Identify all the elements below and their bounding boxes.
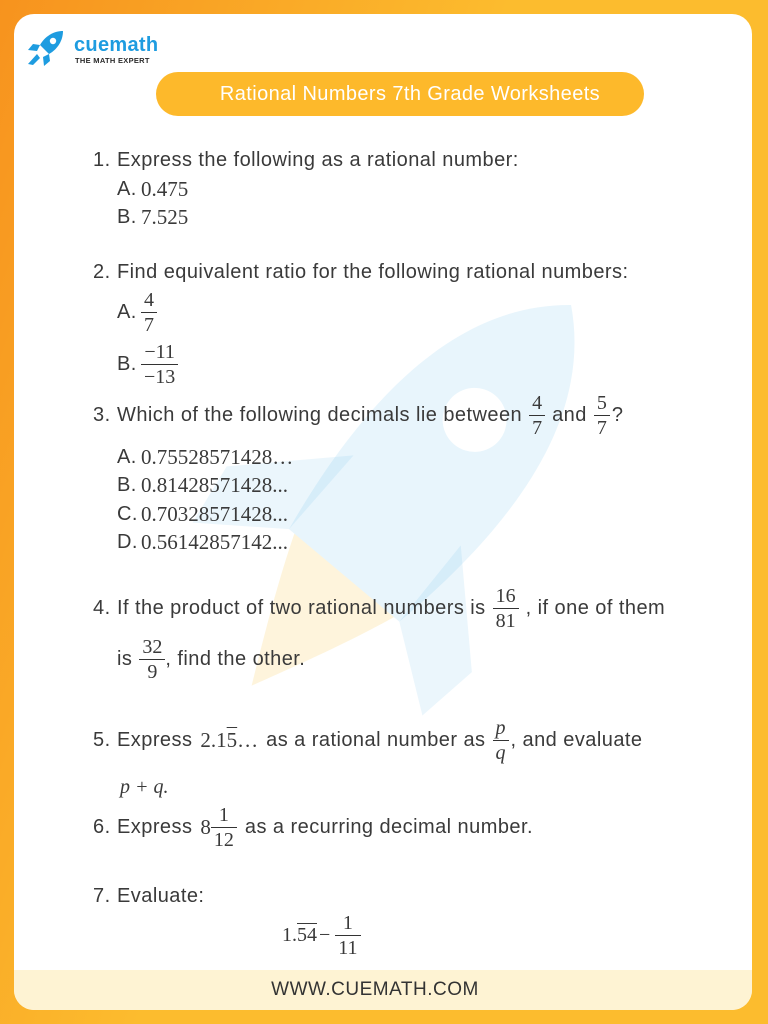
question-number: 4. [93, 597, 111, 619]
fraction [493, 584, 519, 633]
question-text: Express [117, 816, 193, 838]
decimal-trailing: … [237, 728, 259, 752]
question-3 [93, 387, 623, 443]
option-label: B. [117, 206, 137, 228]
fraction-denominator: q [495, 741, 506, 764]
question-text: as a recurring decimal number. [244, 816, 533, 838]
question-4 [93, 580, 665, 636]
fraction [141, 340, 178, 389]
question-3-option-c [117, 502, 288, 526]
option-label: A. [117, 446, 137, 468]
option-label: C. [117, 503, 138, 525]
question-text: , find the other. [165, 648, 306, 670]
fraction [493, 716, 509, 765]
question-3-option-d [117, 530, 288, 554]
fraction-denominator: 81 [495, 609, 516, 632]
fraction-numerator: 5 [596, 391, 607, 414]
brand-name: cuemath [74, 34, 159, 56]
rocket-icon-fin-left [28, 44, 40, 51]
question-1-option-a [117, 177, 188, 201]
decimal-fixed-part: 2.1 [200, 728, 227, 752]
option-value: 0.70328571428... [141, 502, 288, 526]
question-7-expression [282, 907, 368, 963]
question-1-option-b [117, 205, 188, 229]
question-text: Which of the following decimals lie between [117, 404, 523, 426]
question-text: Express the following as a rational number: [117, 149, 519, 171]
question-5 [93, 712, 642, 768]
question-number: 5. [93, 729, 111, 751]
question-number: 7. [93, 885, 111, 907]
fraction-numerator: 1 [342, 911, 353, 934]
decimal-repeating-part: 5 [226, 728, 238, 752]
question-number: 2. [93, 261, 111, 283]
option-label: B. [117, 353, 137, 375]
question-3-option-b [117, 473, 288, 497]
repeating-decimal [282, 923, 317, 947]
fraction [139, 635, 165, 684]
math-expression: p + q. [120, 776, 169, 798]
worksheet-title-bar [156, 72, 644, 116]
question-3-option-a [117, 445, 293, 469]
question-text: is [117, 648, 133, 670]
minus-operator: − [319, 924, 331, 946]
question-number: 1. [93, 149, 111, 171]
rocket-icon-fin-bottom [43, 54, 50, 66]
option-value: 7.525 [141, 205, 189, 229]
question-2-option-a [117, 284, 164, 340]
fraction [211, 803, 237, 852]
decimal-repeating-part: 54 [297, 924, 317, 946]
fraction [529, 391, 545, 440]
question-text: , and evaluate [510, 729, 643, 751]
fraction-numerator: 16 [495, 584, 516, 607]
fraction-denominator: 7 [596, 416, 607, 439]
question-text: and [552, 404, 587, 426]
fraction-numerator: −11 [144, 340, 175, 363]
brand-tagline: THE MATH EXPERT [75, 56, 150, 65]
fraction-denominator: 11 [338, 936, 358, 959]
question-text: Evaluate: [117, 885, 205, 907]
question-2-option-b [117, 336, 185, 392]
question-5-line-2 [120, 775, 169, 799]
mixed-number-whole: 8 [200, 815, 211, 839]
rocket-icon-window [50, 38, 56, 44]
question-text: as a rational number as [266, 729, 486, 751]
fraction-numerator: 4 [144, 288, 154, 311]
worksheet-title: Rational Numbers 7th Grade Worksheets [219, 82, 601, 105]
fraction-numerator: p [495, 716, 506, 739]
option-value: 0.56142857142... [141, 530, 288, 554]
option-label: A. [117, 301, 137, 323]
fraction-denominator: −13 [144, 365, 176, 388]
fraction [141, 288, 157, 337]
fraction-numerator: 4 [532, 391, 543, 414]
question-1 [93, 148, 519, 172]
fraction-denominator: 9 [147, 660, 158, 683]
question-number: 3. [93, 404, 111, 426]
option-label: D. [117, 531, 138, 553]
question-2 [93, 260, 628, 284]
question-number: 6. [93, 816, 111, 838]
fraction [335, 911, 360, 960]
question-text: ? [611, 404, 624, 426]
question-text: , if one of them [525, 597, 666, 619]
question-text: Find equivalent ratio for the following rational numbers: [117, 261, 629, 283]
option-value: 0.81428571428... [141, 473, 288, 497]
repeating-decimal [200, 728, 258, 752]
fraction-denominator: 7 [532, 416, 543, 439]
fraction-numerator: 1 [218, 803, 229, 826]
question-6 [93, 799, 533, 855]
rocket-icon [25, 28, 67, 70]
option-label: B. [117, 474, 137, 496]
fraction-denominator: 7 [144, 313, 154, 336]
rocket-icon-flame [28, 54, 40, 65]
footer-url: WWW.CUEMATH.COM [271, 979, 479, 1000]
question-text: Express [117, 729, 193, 751]
fraction-numerator: 32 [142, 635, 163, 658]
decimal-fixed-part: 1. [282, 924, 297, 946]
option-value: 0.475 [141, 177, 189, 201]
question-7 [93, 884, 204, 908]
question-text: If the product of two rational numbers is [117, 597, 486, 619]
fraction-denominator: 12 [213, 828, 234, 851]
option-value: 0.75528571428… [141, 445, 294, 469]
option-label: A. [117, 178, 137, 200]
question-4-line-2 [117, 631, 305, 687]
fraction [594, 391, 610, 440]
